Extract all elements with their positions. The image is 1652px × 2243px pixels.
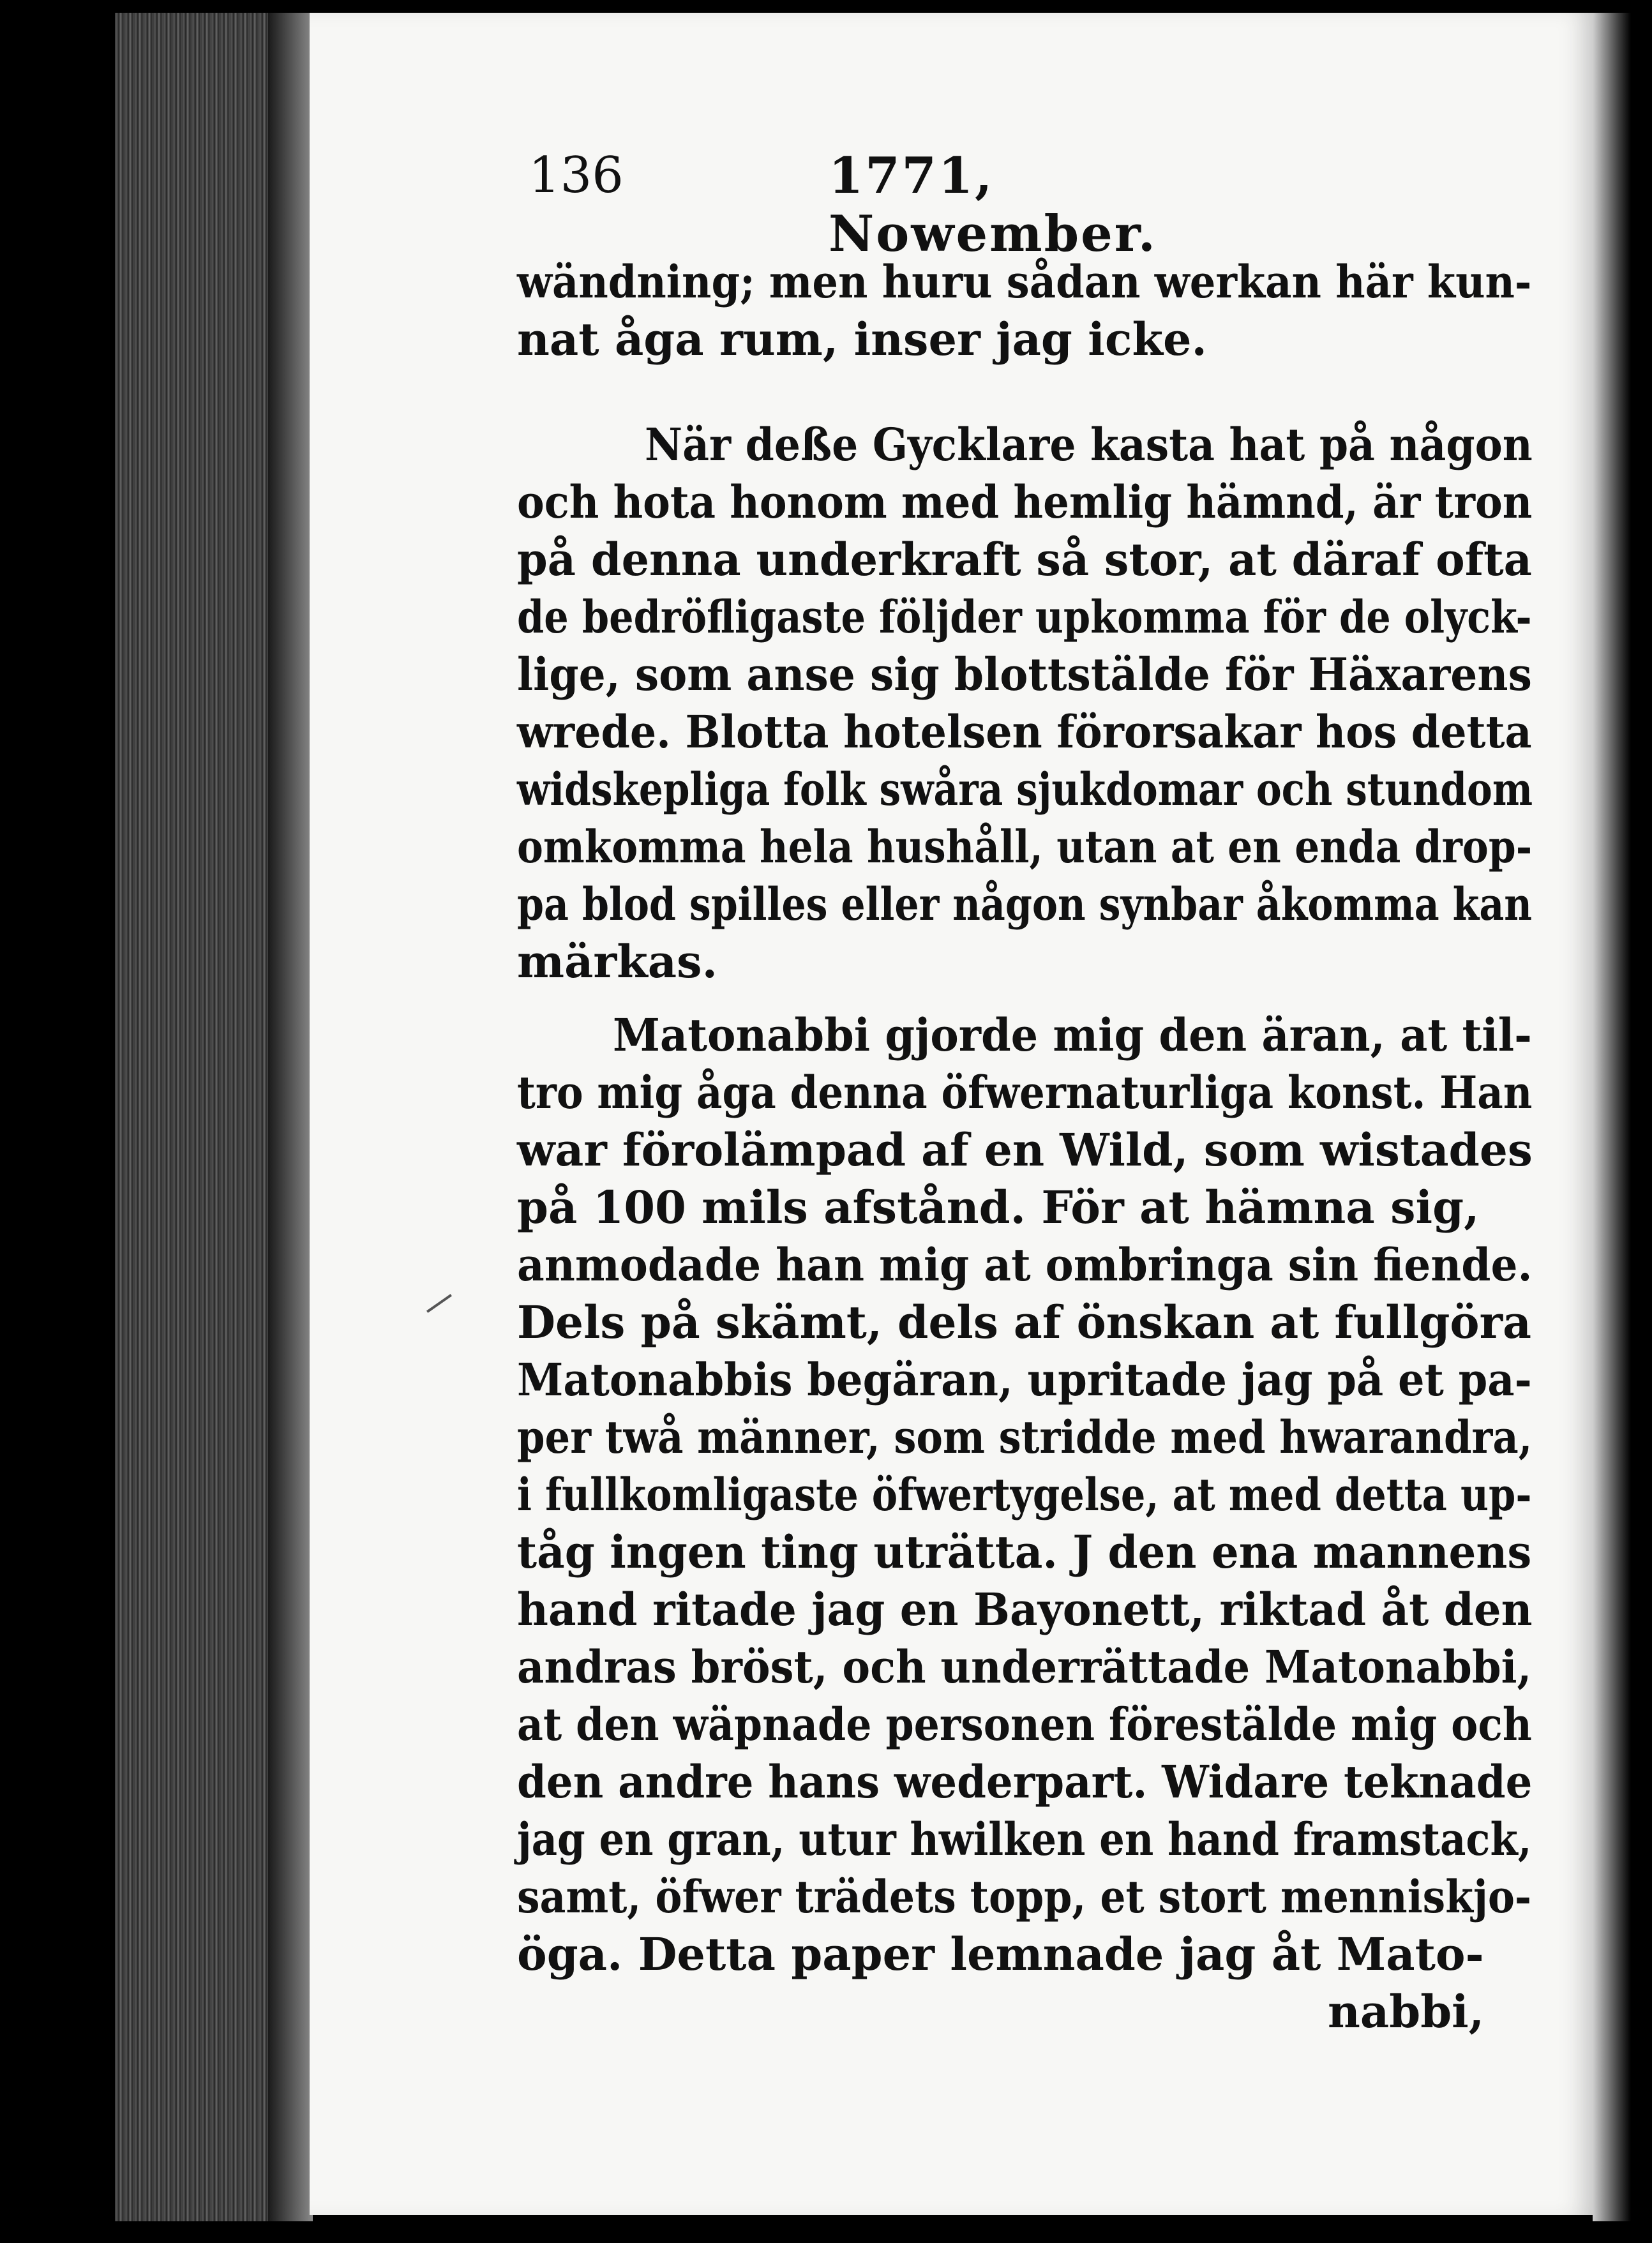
text-line: per twå männer, som stridde med hwarandra, [517, 1411, 1533, 1464]
text-line: Dels på skämt, dels af önskan at fullgöra [517, 1296, 1531, 1349]
text-line: och hota honom med hemlig hämnd, är tron [517, 476, 1533, 529]
text-line: omkomma hela hushåll, utan at en enda drop- [517, 820, 1533, 873]
text-line: tåg ingen ting uträtta. J den ena mannens [517, 1526, 1532, 1579]
text-line: andras bröst, och underrättade Matonabbi, [517, 1640, 1532, 1693]
paragraph-first-line: Matonabbi gjorde mig den äran, at til- [613, 1009, 1532, 1061]
text-line: lige, som anse sig blottstälde för Häxarens [517, 648, 1532, 701]
text-line: widskepliga folk swåra sjukdomar och stundom [517, 763, 1533, 816]
text-line: den andre hans wederpart. Widare teknade [517, 1755, 1533, 1808]
text-line: samt, öfwer trädets topp, et stort menniskjo- [517, 1870, 1532, 1923]
text-line: i fullkomligaste öfwertygelse, at med detta up- [517, 1468, 1532, 1521]
page-number: 136 [529, 147, 624, 204]
catchword: nabbi, [1328, 1985, 1485, 2038]
paragraph-first-line: När deße Gycklare kasta hat på någon [645, 418, 1533, 471]
page-right-edge [1593, 13, 1631, 2221]
text-line: hand ritade jag en Bayonett, riktad åt den [517, 1583, 1533, 1636]
text-line: Matonabbis begäran, upritade jag på et pa- [517, 1353, 1532, 1406]
text-line: anmodade han mig at ombringa sin fiende. [517, 1238, 1533, 1291]
text-line: öga. Detta paper lemnade jag åt Mato- [517, 1928, 1484, 1981]
text-line: de bedröfligaste följder upkomma för de olyck- [517, 590, 1532, 643]
text-line: på denna underkraft så stor, at däraf ofta [517, 533, 1532, 586]
text-line: wändning; men huru sådan werkan här kun- [517, 255, 1532, 308]
text-line: jag en gran, utur hwilken en hand framstack, [517, 1813, 1532, 1866]
text-line: nat åga rum, inser jag icke. [517, 313, 1207, 366]
text-line: märkas. [517, 935, 717, 988]
text-line: tro mig åga denna öfwernaturliga konst. Han [517, 1066, 1533, 1119]
text-line: at den wäpnade personen förestälde mig och [517, 1698, 1532, 1751]
text-line: pa blod spilles eller någon synbar åkomma kan [517, 878, 1533, 931]
gutter-shadow [268, 13, 313, 2221]
running-head: 1771, Nowember. [829, 147, 1157, 263]
text-line: wrede. Blotta hotelsen förorsakar hos detta [517, 705, 1532, 758]
text-line: på 100 mils afstånd. För at hämna sig, [517, 1181, 1480, 1234]
text-line: war förolämpad af en Wild, som wistades [517, 1123, 1533, 1176]
page-header [529, 147, 1218, 263]
